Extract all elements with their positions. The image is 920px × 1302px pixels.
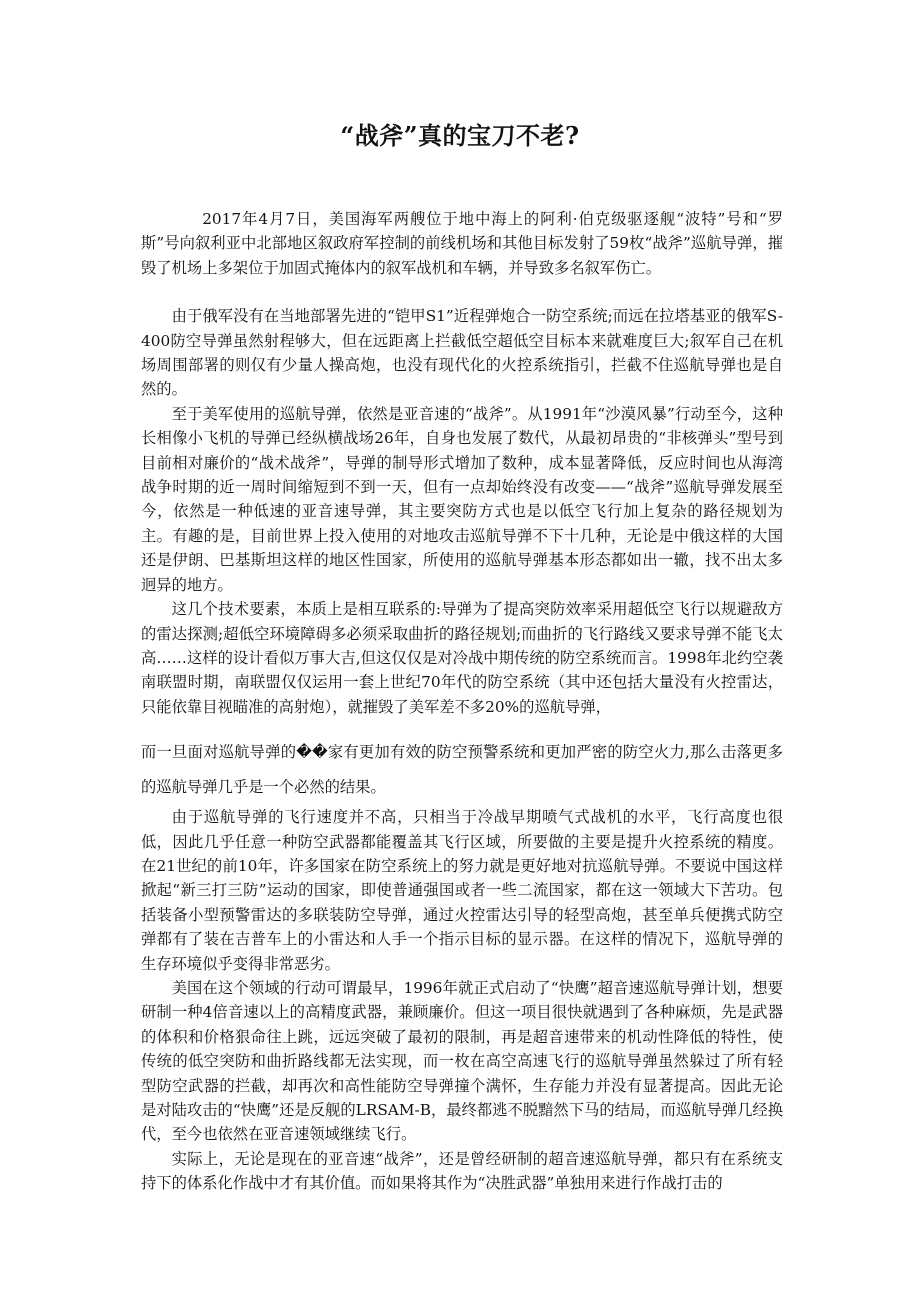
paragraph-2: 由于俄军没有在当地部署先进的“铠甲S1”近程弹炮合一防空系统;而远在拉塔基亚的俄军S-400防空导弹虽然射程够大，但在远距离上拦截低空超低空目标本来就难度巨大;叙军自己在机场周围部署的则仅有少量人操高炮，也没有现代化的火控系统指引，拦截不住巡航导弹也是自然的。 [141,307,783,399]
paragraph-5: 而一旦面对巡航导弹的��家有更加有效的防空预警系统和更加严密的防空火力,那么击落更多的巡航导弹几乎是一个必然的结果。 [141,743,783,797]
paragraph-4: 这几个技术要素，本质上是相互联系的:导弹为了提高突防效率采用超低空飞行以规避敌方的雷达探测;超低空环境障碍多必须采取曲折的路径规划;而曲折的飞行路线又要求导弹不能飞太高……这样的设计看似万事大吉,但这仅仅是对冷战中期传统的防空系统而言。1998年北约空袭南联盟时期，南联盟仅仅运用一套上世纪70年代的防空系统（其中还包括大量没有火控雷达，只能依靠目视瞄准的高射炮），就摧毁了美军差不多20%的巡航导弹， [141,600,783,716]
document-body [141,207,783,1196]
paragraph-8: 实际上，无论是现在的亚音速“战斧”，还是曾经研制的超音速巡航导弹，都只有在系统支持下的体系化作战中才有其价值。而如果将其作为“决胜武器”单独用来进行作战打击的 [141,1149,783,1193]
document-title: “战斧”真的宝刀不老? [340,121,580,150]
paragraph-3: 至于美军使用的巡航导弹，依然是亚音速的“战斧”。从1991年“沙漠风暴”行动至今，这种长相像小飞机的导弹已经纵横战场26年，自身也发展了数代，从最初昂贵的“非核弹头”型号到目前相对廉价的“战术战斧”，导弹的制导形式增加了数种，成本显著降低，反应时间也从海湾战争时期的近一周时间缩短到不到一天，但有一点却始终没有改变——“战斧”巡航导弹发展至今，依然是一种低速的亚音速导弹，其主要突防方式也是以低空飞行加上复杂的路径规划为主。有趣的是，目前世界上投入使用的对地攻击巡航导弹不下十几种，无论是中俄这样的大国还是伊朗、巴基斯坦这样的地区性国家，所使用的巡航导弹基本形态都如出一辙，找不出太多迥异的地方。 [141,404,783,594]
paragraph-7: 美国在这个领域的行动可谓最早，1996年就正式启动了“快鹰”超音速巡航导弹计划，想要研制一种4倍音速以上的高精度武器，兼顾廉价。但这一项目很快就遇到了各种麻烦，先是武器的体积和价格狠命往上跳，远远突破了最初的限制，再是超音速带来的机动性降低的特性，使传统的低空突防和曲折路线都无法实现，而一枚在高空高速飞行的巡航导弹虽然躲过了所有轻型防空武器的拦截，却再次和高性能防空导弹撞个满怀，生存能力并没有显著提高。因此无论是对陆攻击的“快鹰”还是反舰的LRSAM-B，最终都逃不脱黯然下马的结局，而巡航导弹几经换代，至今也依然在亚音速领域继续飞行。 [141,978,783,1144]
paragraph-1: 2017年4月7日，美国海军两艘位于地中海上的阿利·伯克级驱逐舰“波特”号和“罗斯”号向叙利亚中北部地区叙政府军控制的前线机场和其他目标发射了59枚“战斧”巡航导弹，摧毁了机场上多架位于加固式掩体内的叙军战机和车辆，并导致多名叙军伤亡。 [141,210,783,277]
paragraph-6: 由于巡航导弹的飞行速度并不高，只相当于冷战早期喷气式战机的水平，飞行高度也很低，因此几乎任意一种防空武器都能覆盖其飞行区域，所要做的主要是提升火控系统的精度。在21世纪的前10年，许多国家在防空系统上的努力就是更好地对抗巡航导弹。不要说中国这样掀起“新三打三防”运动的国家，即使普通强国或者一些二流国家，都在这一领域大下苦功。包括装备小型预警雷达的多联装防空导弹，通过火控雷达引导的轻型高炮，甚至单兵便携式防空弹都有了装在吉普车上的小雷达和人手一个指示目标的显示器。在这样的情况下，巡航导弹的生存环境似乎变得非常恶劣。 [141,808,783,973]
